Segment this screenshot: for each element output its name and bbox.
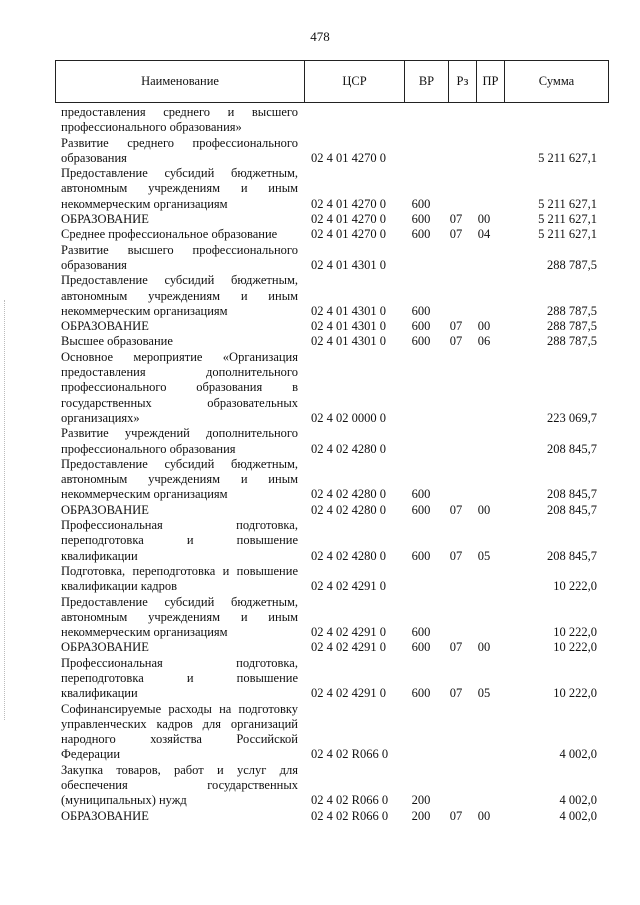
table-row bbox=[0, 564, 640, 595]
table-row bbox=[0, 518, 640, 564]
row-name-line: квалификации bbox=[61, 548, 138, 563]
row-pr: 00 bbox=[477, 808, 491, 823]
row-name-line: автономным учреждениям и иным bbox=[61, 288, 298, 303]
row-sum: 4 002,0 bbox=[559, 808, 597, 823]
row-name-line: управленческих кадров для организаций bbox=[61, 716, 298, 731]
row-name-line: Профессиональная подготовка, bbox=[61, 518, 298, 533]
row-name-line: некоммерческим организациям bbox=[61, 303, 228, 318]
row-csr: 02 4 01 4270 0 bbox=[311, 150, 386, 165]
row-name-line: ОБРАЗОВАНИЕ bbox=[61, 808, 149, 823]
column-header-pr: ПР bbox=[477, 61, 505, 102]
row-rz: 07 bbox=[449, 212, 463, 227]
row-sum: 10 222,0 bbox=[553, 579, 597, 594]
row-csr: 02 4 02 R066 0 bbox=[311, 808, 389, 823]
table-row bbox=[0, 350, 640, 426]
row-vr: 600 bbox=[411, 640, 431, 655]
row-name-line: Закупка товаров, работ и услуг для bbox=[61, 762, 298, 777]
row-sum: 4 002,0 bbox=[559, 747, 597, 762]
table-row bbox=[0, 503, 640, 518]
row-values bbox=[0, 442, 640, 457]
row-name-line: профессионального образования» bbox=[61, 120, 242, 135]
table-row bbox=[0, 457, 640, 503]
row-values bbox=[0, 625, 640, 640]
row-name-line: Высшее образование bbox=[61, 334, 173, 349]
row-vr: 600 bbox=[411, 625, 431, 640]
row-name-line: некоммерческим организациям bbox=[61, 196, 228, 211]
row-csr: 02 4 01 4270 0 bbox=[311, 196, 386, 211]
row-csr: 02 4 02 4280 0 bbox=[311, 548, 386, 563]
row-sum: 10 222,0 bbox=[553, 640, 597, 655]
row-name-line: предоставления среднего и высшего bbox=[61, 105, 298, 119]
table-header bbox=[55, 60, 609, 103]
row-name-line: профессионального образования в bbox=[61, 380, 298, 395]
row-name-line: переподготовка и повышение bbox=[61, 533, 298, 548]
row-name-line: Среднее профессиональное образование bbox=[61, 227, 278, 242]
row-sum: 288 787,5 bbox=[547, 334, 597, 349]
row-vr: 600 bbox=[411, 502, 431, 517]
table-row bbox=[0, 702, 640, 763]
row-csr: 02 4 02 4280 0 bbox=[311, 487, 386, 502]
row-values bbox=[0, 197, 640, 212]
row-pr: 00 bbox=[477, 640, 491, 655]
row-name-line: переподготовка и повышение bbox=[61, 670, 298, 685]
table-row bbox=[0, 212, 640, 227]
row-values bbox=[0, 411, 640, 426]
row-name-line: Предоставление субсидий бюджетным, bbox=[61, 456, 298, 471]
row-vr: 600 bbox=[411, 548, 431, 563]
row-rz: 07 bbox=[449, 227, 463, 242]
row-sum: 10 222,0 bbox=[553, 625, 597, 640]
row-rz: 07 bbox=[449, 319, 463, 334]
column-header-csr: ЦСР bbox=[305, 61, 405, 102]
row-csr: 02 4 01 4301 0 bbox=[311, 257, 386, 272]
table-row bbox=[0, 273, 640, 319]
row-name-line: квалификации bbox=[61, 686, 138, 701]
row-values bbox=[0, 212, 640, 227]
row-vr: 600 bbox=[411, 319, 431, 334]
row-csr: 02 4 02 4280 0 bbox=[311, 441, 386, 456]
row-sum: 4 002,0 bbox=[559, 793, 597, 808]
row-vr: 600 bbox=[411, 303, 431, 318]
row-values bbox=[0, 304, 640, 319]
row-vr: 600 bbox=[411, 227, 431, 242]
row-name-line: Софинансируемые расходы на подготовку bbox=[61, 701, 298, 716]
table-row bbox=[0, 595, 640, 641]
row-name-line: квалификации кадров bbox=[61, 579, 178, 594]
table-row bbox=[0, 166, 640, 212]
row-name-line: Федерации bbox=[61, 747, 121, 762]
row-name-line: предоставления дополнительного bbox=[61, 365, 298, 380]
row-sum: 223 069,7 bbox=[547, 410, 597, 425]
row-sum: 10 222,0 bbox=[553, 686, 597, 701]
row-name-line: народного хозяйства Российской bbox=[61, 732, 298, 747]
row-values bbox=[0, 579, 640, 594]
table-row bbox=[0, 656, 640, 702]
table-row bbox=[0, 763, 640, 809]
row-name-line: автономным учреждениям и иным bbox=[61, 472, 298, 487]
row-csr: 02 4 01 4270 0 bbox=[311, 212, 386, 227]
row-name-line: ОБРАЗОВАНИЕ bbox=[61, 212, 149, 227]
row-name-line: Подготовка, переподготовка и повышение bbox=[61, 563, 298, 578]
column-header-sum: Сумма bbox=[538, 74, 575, 88]
row-sum: 5 211 627,1 bbox=[538, 227, 597, 242]
row-name-line: Развитие учреждений дополнительного bbox=[61, 426, 298, 441]
table-row bbox=[0, 426, 640, 457]
row-pr: 06 bbox=[477, 334, 491, 349]
row-rz: 07 bbox=[449, 502, 463, 517]
row-csr: 02 4 01 4301 0 bbox=[311, 319, 386, 334]
row-name-line: автономным учреждениям и иным bbox=[61, 181, 298, 196]
row-vr: 600 bbox=[411, 196, 431, 211]
row-rz: 07 bbox=[449, 686, 463, 701]
table-row bbox=[0, 243, 640, 274]
row-csr: 02 4 01 4270 0 bbox=[311, 227, 386, 242]
row-name-line: некоммерческим организациям bbox=[61, 487, 228, 502]
row-values bbox=[0, 747, 640, 762]
row-sum: 5 211 627,1 bbox=[538, 150, 597, 165]
row-csr: 02 4 02 4291 0 bbox=[311, 686, 386, 701]
row-sum: 288 787,5 bbox=[547, 319, 597, 334]
row-values bbox=[0, 809, 640, 824]
row-rz: 07 bbox=[449, 640, 463, 655]
row-csr: 02 4 02 4291 0 bbox=[311, 625, 386, 640]
row-name-line: Развитие среднего профессионального bbox=[61, 135, 298, 150]
row-csr: 02 4 02 4280 0 bbox=[311, 502, 386, 517]
row-name-line: Предоставление субсидий бюджетным, bbox=[61, 594, 298, 609]
row-name-line: государственных образовательных bbox=[61, 395, 298, 410]
row-values bbox=[0, 151, 640, 166]
row-vr: 600 bbox=[411, 212, 431, 227]
row-csr: 02 4 02 R066 0 bbox=[311, 747, 389, 762]
row-values bbox=[0, 686, 640, 701]
row-csr: 02 4 02 4291 0 bbox=[311, 640, 386, 655]
row-csr: 02 4 02 0000 0 bbox=[311, 410, 386, 425]
table-row bbox=[0, 319, 640, 334]
column-header-rz: Рз bbox=[449, 61, 477, 102]
row-values bbox=[0, 793, 640, 808]
table-row bbox=[0, 136, 640, 167]
row-pr: 05 bbox=[477, 686, 491, 701]
row-values bbox=[0, 503, 640, 518]
row-values bbox=[0, 549, 640, 564]
row-sum: 208 845,7 bbox=[547, 487, 597, 502]
row-pr: 00 bbox=[477, 319, 491, 334]
row-name-line: ОБРАЗОВАНИЕ bbox=[61, 319, 149, 334]
row-vr: 200 bbox=[411, 808, 431, 823]
row-name-line: обеспечения государственных bbox=[61, 778, 298, 793]
row-rz: 07 bbox=[449, 548, 463, 563]
column-header-name: Наименование bbox=[56, 61, 305, 102]
row-sum: 208 845,7 bbox=[547, 548, 597, 563]
row-vr: 600 bbox=[411, 686, 431, 701]
row-values bbox=[0, 334, 640, 349]
row-name-line: Развитие высшего профессионального bbox=[61, 242, 298, 257]
row-vr: 600 bbox=[411, 487, 431, 502]
row-sum: 5 211 627,1 bbox=[538, 212, 597, 227]
row-name-line: Профессиональная подготовка, bbox=[61, 655, 298, 670]
row-csr: 02 4 01 4301 0 bbox=[311, 334, 386, 349]
row-sum: 5 211 627,1 bbox=[538, 196, 597, 211]
row-values bbox=[0, 319, 640, 334]
row-sum: 208 845,7 bbox=[547, 502, 597, 517]
table-row bbox=[0, 227, 640, 242]
row-name-line: образования bbox=[61, 150, 127, 165]
page-number: 478 bbox=[310, 29, 330, 44]
row-values bbox=[0, 120, 640, 135]
row-name-line: образования bbox=[61, 257, 127, 272]
row-values bbox=[0, 227, 640, 242]
row-csr: 02 4 01 4301 0 bbox=[311, 303, 386, 318]
table-row bbox=[0, 640, 640, 655]
row-name-line: организациях» bbox=[61, 410, 140, 425]
row-rz: 07 bbox=[449, 808, 463, 823]
table-row bbox=[0, 334, 640, 349]
row-vr: 600 bbox=[411, 334, 431, 349]
row-csr: 02 4 02 R066 0 bbox=[311, 793, 389, 808]
row-name-line: ОБРАЗОВАНИЕ bbox=[61, 502, 149, 517]
table-row bbox=[0, 809, 640, 824]
row-pr: 00 bbox=[477, 212, 491, 227]
table-body bbox=[0, 105, 640, 824]
row-name-line: автономным учреждениям и иным bbox=[61, 609, 298, 624]
row-name-line: (муниципальных) нужд bbox=[61, 793, 187, 808]
row-csr: 02 4 02 4291 0 bbox=[311, 579, 386, 594]
row-name-line: профессионального образования bbox=[61, 441, 236, 456]
row-name-line: некоммерческим организациям bbox=[61, 625, 228, 640]
row-values bbox=[0, 487, 640, 502]
row-name-line: Основное мероприятие «Организация bbox=[61, 349, 298, 364]
row-pr: 00 bbox=[477, 502, 491, 517]
column-header-vr: ВР bbox=[405, 61, 449, 102]
row-values bbox=[0, 258, 640, 273]
row-values bbox=[0, 640, 640, 655]
row-name-line: ОБРАЗОВАНИЕ bbox=[61, 640, 149, 655]
row-vr: 200 bbox=[411, 793, 431, 808]
row-name-line: Предоставление субсидий бюджетным, bbox=[61, 166, 298, 181]
row-pr: 05 bbox=[477, 548, 491, 563]
row-rz: 07 bbox=[449, 334, 463, 349]
row-sum: 288 787,5 bbox=[547, 257, 597, 272]
row-pr: 04 bbox=[477, 227, 491, 242]
row-sum: 208 845,7 bbox=[547, 441, 597, 456]
row-name-line: Предоставление субсидий бюджетным, bbox=[61, 273, 298, 288]
table-row bbox=[0, 105, 640, 136]
row-sum: 288 787,5 bbox=[547, 303, 597, 318]
